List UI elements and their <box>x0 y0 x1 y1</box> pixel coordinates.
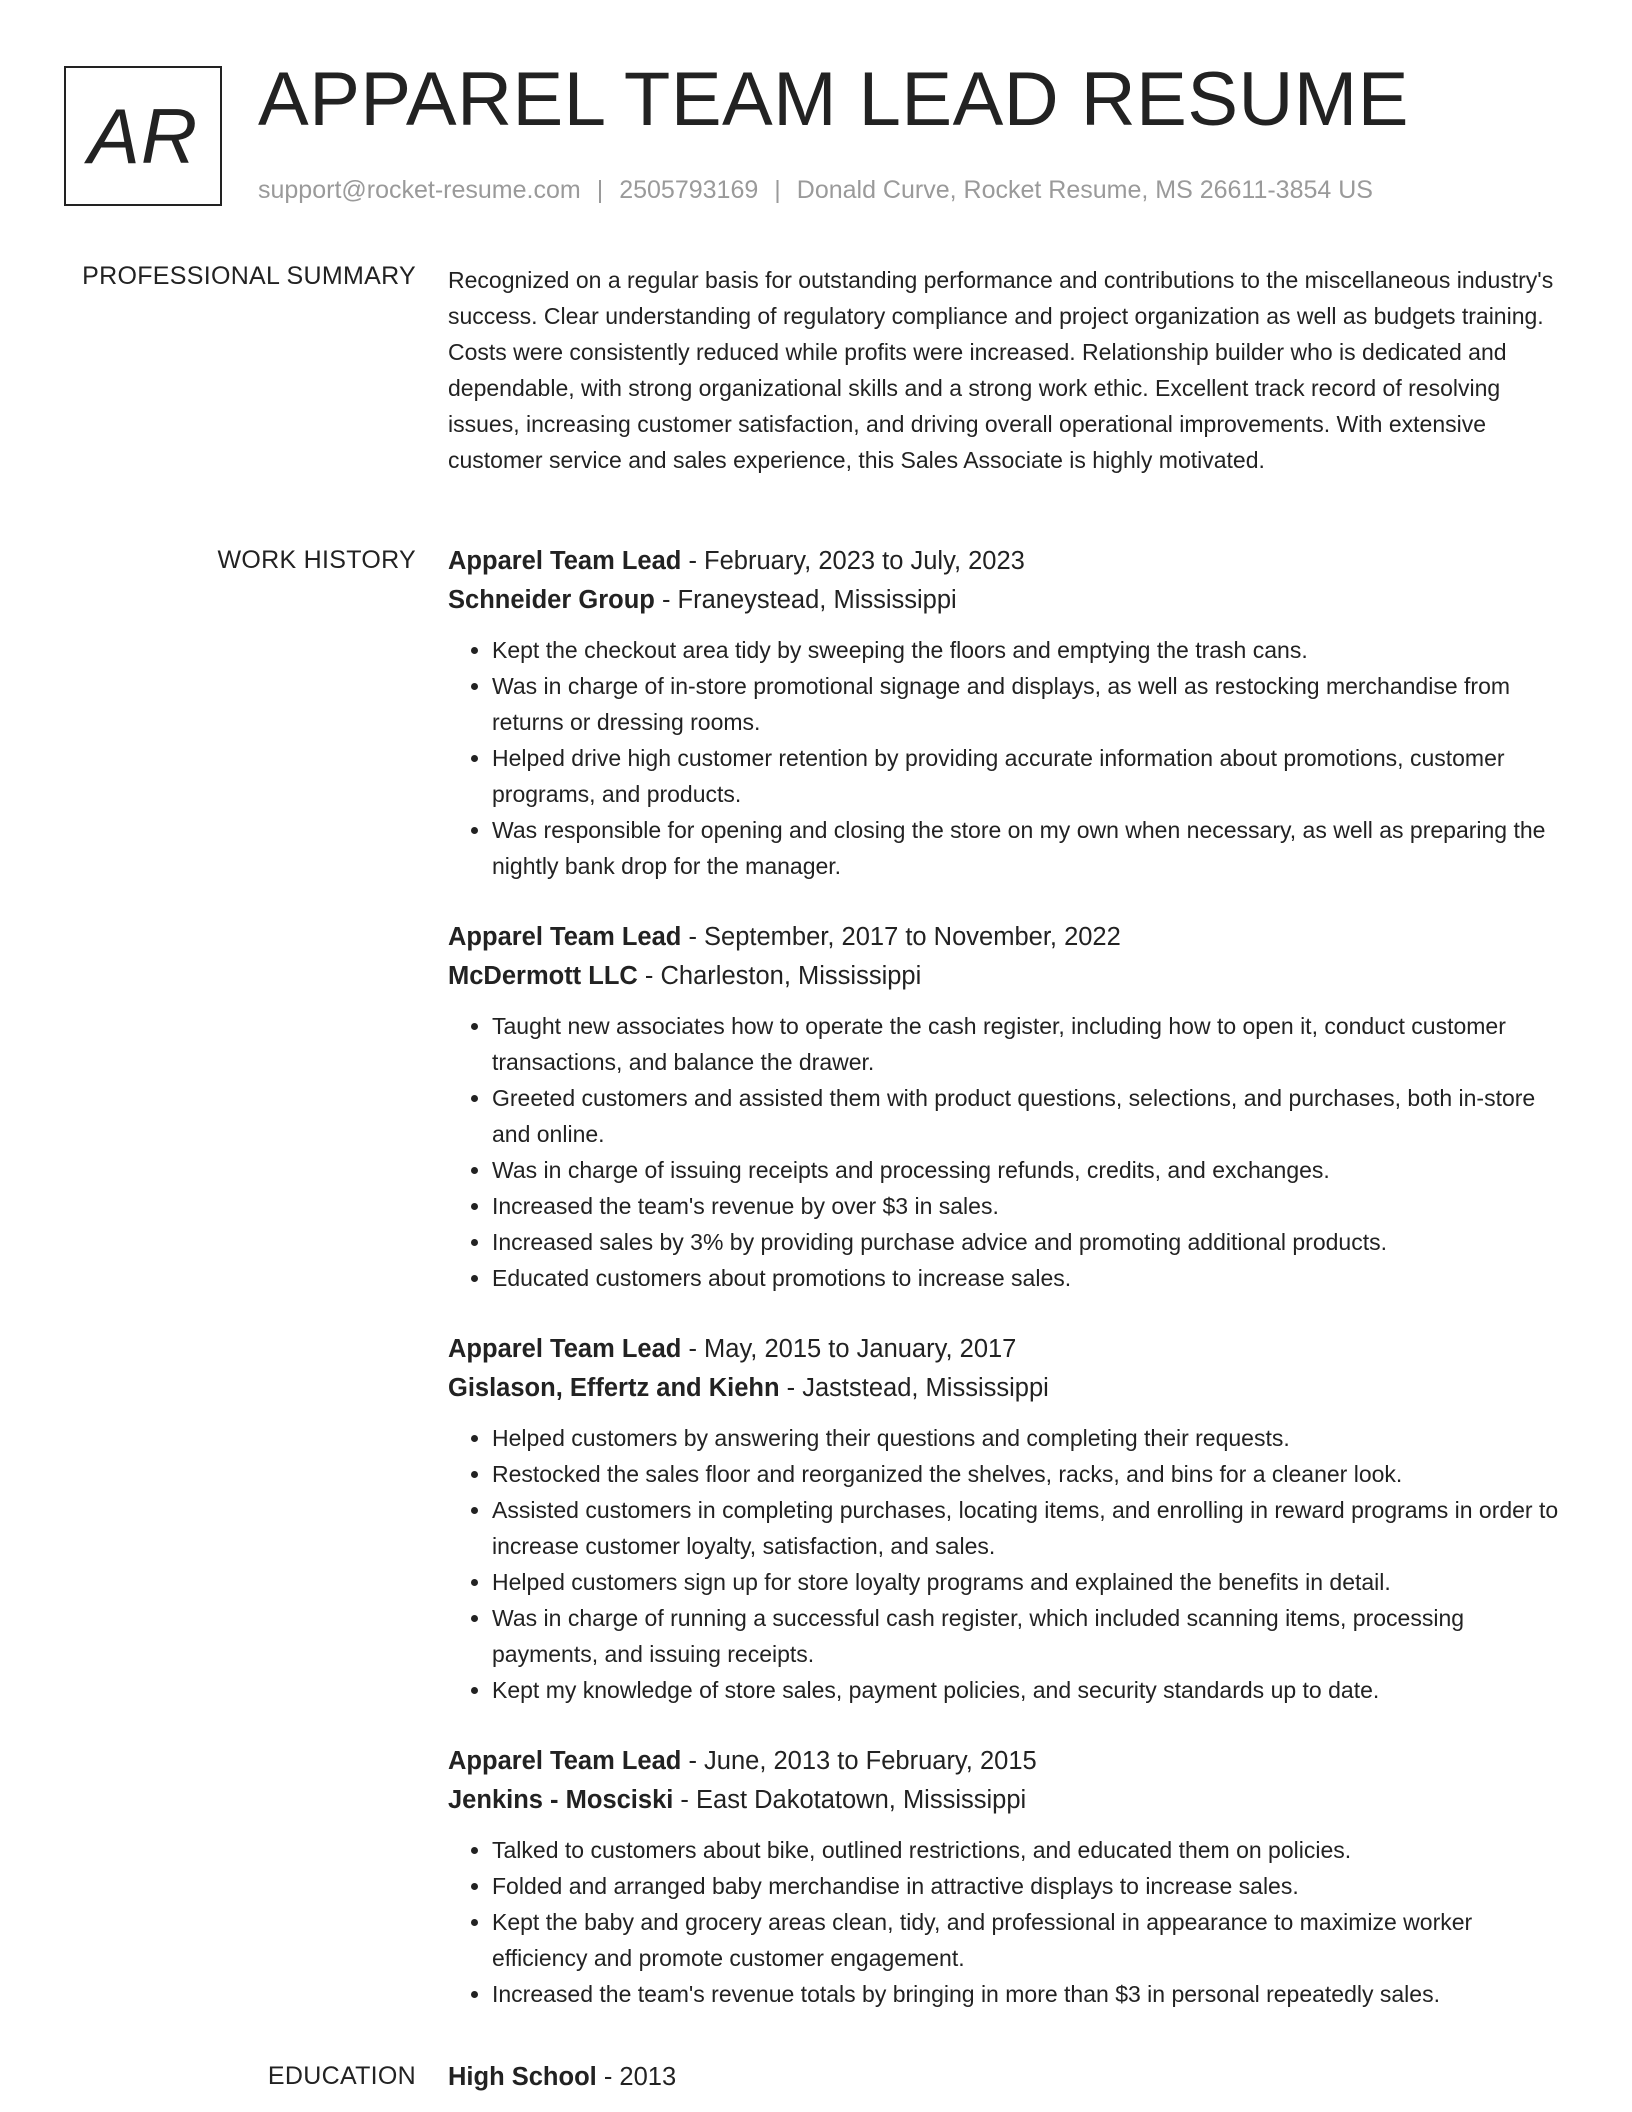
job-bullets <box>448 1008 1566 1296</box>
job-company-line <box>448 957 1566 996</box>
summary-heading: PROFESSIONAL SUMMARY <box>82 262 416 290</box>
job-location: - East Dakotatown, Mississippi <box>673 1786 1027 1814</box>
contact-phone: 2505793169 <box>619 176 759 204</box>
job-bullet: • Increased the team's revenue by over $3 in sales. <box>492 1188 1566 1224</box>
job-bullet: • Was in charge of issuing receipts and processing refunds, credits, and exchanges. <box>492 1152 1566 1188</box>
job-bullet: • Talked to customers about bike, outlined restrictions, and educated them on policies. <box>492 1832 1566 1868</box>
job-company-line <box>448 581 1566 620</box>
contact-line <box>258 176 1373 205</box>
contact-separator: | <box>596 176 604 204</box>
contact-email: support@rocket-resume.com <box>258 176 581 204</box>
job-company-line <box>448 1781 1566 1820</box>
job-bullet: • Helped drive high customer retention by providing accurate information about promotions, customer programs, and products. <box>492 740 1566 812</box>
job-dates: - February, 2023 to July, 2023 <box>681 547 1025 575</box>
job-entry <box>448 918 1566 1296</box>
job-title: Apparel Team Lead <box>448 547 682 575</box>
job-bullet: • Folded and arranged baby merchandise in attractive displays to increase sales. <box>492 1868 1566 1904</box>
job-company-line <box>448 1369 1566 1408</box>
job-title-line <box>448 918 1566 957</box>
job-bullet: • Was in charge of in-store promotional signage and displays, as well as restocking merchandise from returns or dressing rooms. <box>492 668 1566 740</box>
job-bullet: • Increased the team's revenue totals by bringing in more than $3 in personal repeatedly sales. <box>492 1976 1566 2012</box>
job-entry <box>448 542 1566 884</box>
job-bullets <box>448 1832 1566 2012</box>
job-bullet: • Educated customers about promotions to increase sales. <box>492 1260 1566 1296</box>
job-bullet: • Kept the checkout area tidy by sweeping the floors and emptying the trash cans. <box>492 632 1566 668</box>
job-bullet: • Restocked the sales floor and reorganized the shelves, racks, and bins for a cleaner look. <box>492 1456 1566 1492</box>
job-title-line <box>448 1742 1566 1781</box>
resume-title: APPAREL TEAM LEAD RESUME <box>258 57 1409 142</box>
education-year: - 2013 <box>596 2063 677 2091</box>
job-bullet: • Was in charge of running a successful cash register, which included scanning items, processing payments, and issuing receipts. <box>492 1600 1566 1672</box>
job-company: McDermott LLC <box>448 962 638 990</box>
job-bullet: • Taught new associates how to operate the cash register, including how to open it, conduct customer transactions, and balance the drawer. <box>492 1008 1566 1080</box>
job-bullet: • Kept the baby and grocery areas clean, tidy, and professional in appearance to maximize worker efficiency and promote customer engagement. <box>492 1904 1566 1976</box>
job-bullet: • Was responsible for opening and closing the store on my own when necessary, as well as preparing the nightly bank drop for the manager. <box>492 812 1566 884</box>
job-bullet: • Greeted customers and assisted them with product questions, selections, and purchases, both in-store and online. <box>492 1080 1566 1152</box>
job-title-line <box>448 542 1566 581</box>
job-bullets <box>448 632 1566 884</box>
education-body <box>448 2058 1566 2097</box>
job-title: Apparel Team Lead <box>448 1747 682 1775</box>
work-history-list <box>448 542 1566 2046</box>
job-dates: - September, 2017 to November, 2022 <box>681 923 1121 951</box>
job-title: Apparel Team Lead <box>448 923 682 951</box>
job-title: Apparel Team Lead <box>448 1335 682 1363</box>
summary-body <box>448 262 1566 478</box>
education-degree: High School <box>448 2063 597 2091</box>
job-company: Jenkins - Mosciski <box>448 1786 674 1814</box>
contact-separator: | <box>774 176 781 204</box>
monogram-logo: AR <box>64 66 222 206</box>
job-location: - Jaststead, Mississippi <box>779 1374 1049 1402</box>
job-title-line <box>448 1330 1566 1369</box>
education-heading: EDUCATION <box>267 2062 416 2090</box>
job-company: Schneider Group <box>448 586 655 614</box>
job-dates: - June, 2013 to February, 2015 <box>681 1747 1037 1775</box>
work-history-heading: WORK HISTORY <box>217 546 416 574</box>
job-entry <box>448 1330 1566 1708</box>
education-entry <box>448 2058 1566 2097</box>
job-entry <box>448 1742 1566 2012</box>
job-bullet: • Assisted customers in completing purchases, locating items, and enrolling in reward programs in order to increase customer loyalty, satisfaction, and sales. <box>492 1492 1566 1564</box>
contact-address: Donald Curve, Rocket Resume, MS 26611-3854 US <box>796 176 1373 204</box>
job-dates: - May, 2015 to January, 2017 <box>681 1335 1017 1363</box>
job-bullet: • Helped customers sign up for store loyalty programs and explained the benefits in detail. <box>492 1564 1566 1600</box>
summary-text: Recognized on a regular basis for outstanding performance and contributions to the miscellaneous industry's success. Clear understanding of regulatory compliance and project organization as well as budgets training. Costs were consistently reduced while profits were increased. Relationship builder who is dedicated and dependable, with strong organizational skills and a strong work ethic. Excellent track record of resolving issues, increasing customer satisfaction, and driving overall operational improvements. With extensive customer service and sales experience, this Sales Associate is highly motivated. <box>448 267 1554 473</box>
job-bullet: • Helped customers by answering their questions and completing their requests. <box>492 1420 1566 1456</box>
job-location: - Franeystead, Mississippi <box>654 586 957 614</box>
job-bullet: • Kept my knowledge of store sales, payment policies, and security standards up to date. <box>492 1672 1566 1708</box>
job-bullets <box>448 1420 1566 1708</box>
job-company: Gislason, Effertz and Kiehn <box>448 1374 780 1402</box>
job-location: - Charleston, Mississippi <box>637 962 922 990</box>
job-bullet: • Increased sales by 3% by providing purchase advice and promoting additional products. <box>492 1224 1566 1260</box>
